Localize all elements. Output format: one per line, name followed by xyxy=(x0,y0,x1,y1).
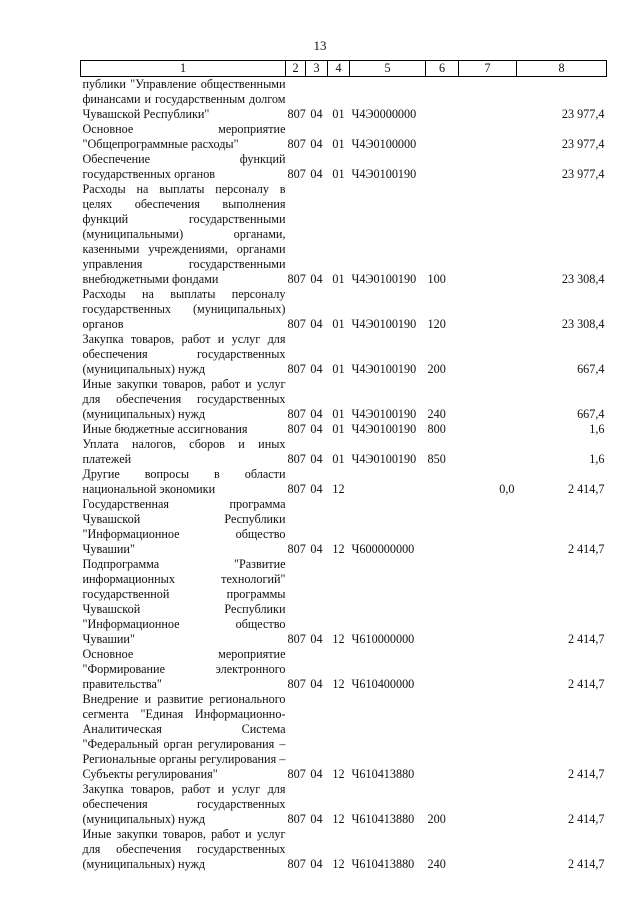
row-expense-type-cell: 240 xyxy=(427,857,446,871)
row-expense-type-cell xyxy=(426,692,459,782)
row-section-cell: 04 xyxy=(310,272,323,286)
row-col7-cell xyxy=(459,497,517,557)
row-section-cell: 04 xyxy=(310,407,323,421)
row-amount-cell: 2 414,7 xyxy=(567,632,605,646)
row-section-cell: 04 xyxy=(310,317,323,331)
row-amount-cell: 2 414,7 xyxy=(567,857,605,871)
row-code-cell: 807 xyxy=(287,407,306,421)
row-amount-cell: 2 414,7 xyxy=(567,812,605,826)
column-header: 6 xyxy=(426,61,459,77)
column-header: 8 xyxy=(517,61,607,77)
row-col7-cell xyxy=(459,332,517,377)
row-name-cell: Основное мероприятие "Общепрограммные расходы" xyxy=(82,122,286,151)
table-row xyxy=(81,497,607,557)
row-section-cell: 04 xyxy=(310,107,323,121)
row-expense-type-cell xyxy=(426,77,459,123)
row-name-cell: Расходы на выплаты персоналу государственных (муниципальных) органов xyxy=(82,287,286,331)
row-expense-type-cell xyxy=(426,647,459,692)
row-target-cell: Ч600000000 xyxy=(351,542,415,556)
row-section-cell: 04 xyxy=(310,677,323,691)
row-expense-type-cell: 850 xyxy=(427,452,446,466)
row-col7-cell xyxy=(459,377,517,422)
row-subsection-cell: 12 xyxy=(332,542,345,556)
row-amount-cell: 23 977,4 xyxy=(561,107,605,121)
row-expense-type-cell: 200 xyxy=(427,362,446,376)
row-name-cell: Расходы на выплаты персоналу в целях обеспечения выполнения функций государственными (муниципальными) органами, казенными учреждениями, органами управления государственными внебюджетными фондами xyxy=(82,182,286,286)
row-col7-cell xyxy=(459,437,517,467)
row-name-cell: Иные закупки товаров, работ и услуг для обеспечения государственных (муниципальных) нужд xyxy=(82,827,286,871)
row-col7-cell xyxy=(459,782,517,827)
row-subsection-cell: 12 xyxy=(332,677,345,691)
row-target-cell: Ч4Э0100190 xyxy=(351,167,417,181)
row-name-cell: Внедрение и развитие регионального сегмента "Единая Информационно-Аналитическая Система "Федеральный орган регулирования – Региональные органы регулирования – Субъекты регулирования" xyxy=(82,692,286,781)
table-row xyxy=(81,377,607,422)
column-header: 5 xyxy=(350,61,426,77)
row-code-cell: 807 xyxy=(287,812,306,826)
table-row xyxy=(81,422,607,437)
row-col7-cell xyxy=(459,77,517,123)
row-target-cell: Ч4Э0100190 xyxy=(351,407,417,421)
table-header-row xyxy=(81,61,607,77)
row-section-cell: 04 xyxy=(310,422,323,436)
table-row xyxy=(81,467,607,497)
row-expense-type-cell: 100 xyxy=(427,272,446,286)
row-code-cell: 807 xyxy=(287,482,306,496)
row-subsection-cell: 01 xyxy=(332,362,345,376)
row-col7-cell xyxy=(459,182,517,287)
row-name-cell: Другие вопросы в области национальной экономики xyxy=(82,467,286,496)
table-row xyxy=(81,182,607,287)
row-target-cell: Ч610413880 xyxy=(351,812,415,826)
row-name-cell: Основное мероприятие "Формирование электронного правительства" xyxy=(82,647,286,691)
row-amount-cell: 1,6 xyxy=(589,452,605,466)
row-subsection-cell: 12 xyxy=(332,767,345,781)
row-expense-type-cell: 120 xyxy=(427,317,446,331)
row-subsection-cell: 01 xyxy=(332,317,345,331)
row-target-cell: Ч4Э0100190 xyxy=(351,452,417,466)
table-body xyxy=(81,77,607,873)
row-code-cell: 807 xyxy=(287,632,306,646)
row-section-cell: 04 xyxy=(310,167,323,181)
column-header: 7 xyxy=(459,61,517,77)
column-header: 2 xyxy=(286,61,306,77)
budget-table xyxy=(80,60,607,872)
row-subsection-cell: 12 xyxy=(332,632,345,646)
table-row xyxy=(81,287,607,332)
row-col7-cell xyxy=(459,152,517,182)
row-amount-cell: 23 977,4 xyxy=(561,167,605,181)
row-section-cell: 04 xyxy=(310,452,323,466)
row-subsection-cell: 01 xyxy=(332,272,345,286)
row-code-cell: 807 xyxy=(287,137,306,151)
row-name-cell: публики "Управление общественными финансами и государственным долгом Чувашской Республики" xyxy=(82,77,286,121)
row-code-cell: 807 xyxy=(287,542,306,556)
row-subsection-cell: 01 xyxy=(332,422,345,436)
row-col7-cell xyxy=(459,692,517,782)
table-row xyxy=(81,827,607,872)
row-name-cell: Закупка товаров, работ и услуг для обеспечения государственных (муниципальных) нужд xyxy=(82,332,286,376)
row-target-cell: Ч4Э0100190 xyxy=(351,422,417,436)
row-target-cell: Ч610413880 xyxy=(351,767,415,781)
row-col7-cell xyxy=(459,647,517,692)
table-row xyxy=(81,692,607,782)
table-row xyxy=(81,437,607,467)
row-subsection-cell: 12 xyxy=(332,857,345,871)
row-section-cell: 04 xyxy=(310,137,323,151)
table-row xyxy=(81,332,607,377)
table-row xyxy=(81,77,607,123)
row-name-cell: Закупка товаров, работ и услуг для обеспечения государственных (муниципальных) нужд xyxy=(82,782,286,826)
row-code-cell: 807 xyxy=(287,362,306,376)
row-name-cell: Иные бюджетные ассигнования xyxy=(82,422,248,436)
row-expense-type-cell xyxy=(426,497,459,557)
row-code-cell: 807 xyxy=(287,107,306,121)
row-expense-type-cell xyxy=(426,152,459,182)
row-target-cell: Ч4Э0000000 xyxy=(351,107,417,121)
row-target-cell xyxy=(350,467,426,497)
row-name-cell: Обеспечение функций государственных органов xyxy=(82,152,286,181)
row-code-cell: 807 xyxy=(287,677,306,691)
row-subsection-cell: 01 xyxy=(332,107,345,121)
row-amount-cell: 23 977,4 xyxy=(561,137,605,151)
row-col7-cell xyxy=(459,122,517,152)
row-target-cell: Ч610000000 xyxy=(351,632,415,646)
row-code-cell: 807 xyxy=(287,452,306,466)
row-amount-cell: 23 308,4 xyxy=(561,272,605,286)
row-code-cell: 807 xyxy=(287,272,306,286)
row-expense-type-cell xyxy=(426,122,459,152)
row-section-cell: 04 xyxy=(310,767,323,781)
row-expense-type-cell: 800 xyxy=(427,422,446,436)
row-section-cell: 04 xyxy=(310,812,323,826)
row-name-cell: Государственная программа Чувашской Республики "Информационное общество Чувашии" xyxy=(82,497,286,556)
row-expense-type-cell xyxy=(426,467,459,497)
row-subsection-cell: 01 xyxy=(332,137,345,151)
row-target-cell: Ч610413880 xyxy=(351,857,415,871)
row-amount-cell: 23 308,4 xyxy=(561,317,605,331)
table-row xyxy=(81,782,607,827)
row-section-cell: 04 xyxy=(310,542,323,556)
row-col7-cell xyxy=(459,557,517,647)
row-subsection-cell: 01 xyxy=(332,167,345,181)
row-section-cell: 04 xyxy=(310,362,323,376)
row-target-cell: Ч4Э0100190 xyxy=(351,317,417,331)
row-code-cell: 807 xyxy=(287,422,306,436)
row-subsection-cell: 12 xyxy=(332,482,345,496)
row-amount-cell: 1,6 xyxy=(589,422,605,436)
row-expense-type-cell xyxy=(426,557,459,647)
row-name-cell: Подпрограмма "Развитие информационных технологий" государственной программы Чувашской Республики "Информационное общество Чувашии" xyxy=(82,557,286,646)
page-number: 13 xyxy=(313,38,327,53)
row-subsection-cell: 12 xyxy=(332,812,345,826)
row-section-cell: 04 xyxy=(310,857,323,871)
row-code-cell: 807 xyxy=(287,857,306,871)
row-code-cell: 807 xyxy=(287,767,306,781)
row-amount-cell: 2 414,7 xyxy=(567,677,605,691)
row-target-cell: Ч610400000 xyxy=(351,677,415,691)
table-row xyxy=(81,152,607,182)
row-amount-cell: 667,4 xyxy=(577,407,605,421)
row-amount-cell: 667,4 xyxy=(577,362,605,376)
row-amount-cell: 2 414,7 xyxy=(567,767,605,781)
row-expense-type-cell: 200 xyxy=(427,812,446,826)
row-section-cell: 04 xyxy=(310,482,323,496)
row-code-cell: 807 xyxy=(287,167,306,181)
row-subsection-cell: 01 xyxy=(332,452,345,466)
table-row xyxy=(81,647,607,692)
row-col7-cell: 0,0 xyxy=(499,482,515,496)
row-amount-cell: 2 414,7 xyxy=(567,542,605,556)
row-name-cell: Иные закупки товаров, работ и услуг для обеспечения государственных (муниципальных) нужд xyxy=(82,377,286,421)
row-target-cell: Ч4Э0100190 xyxy=(351,362,417,376)
column-header: 3 xyxy=(306,61,328,77)
row-col7-cell xyxy=(459,287,517,332)
row-col7-cell xyxy=(459,827,517,872)
table-row xyxy=(81,122,607,152)
row-target-cell: Ч4Э0100190 xyxy=(351,272,417,286)
row-expense-type-cell: 240 xyxy=(427,407,446,421)
row-target-cell: Ч4Э0100000 xyxy=(351,137,417,151)
row-section-cell: 04 xyxy=(310,632,323,646)
column-header: 1 xyxy=(81,61,286,77)
table-row xyxy=(81,557,607,647)
row-name-cell: Уплата налогов, сборов и иных платежей xyxy=(82,437,286,466)
column-header: 4 xyxy=(328,61,350,77)
row-subsection-cell: 01 xyxy=(332,407,345,421)
row-col7-cell xyxy=(459,422,517,437)
row-amount-cell: 2 414,7 xyxy=(567,482,605,496)
row-code-cell: 807 xyxy=(287,317,306,331)
